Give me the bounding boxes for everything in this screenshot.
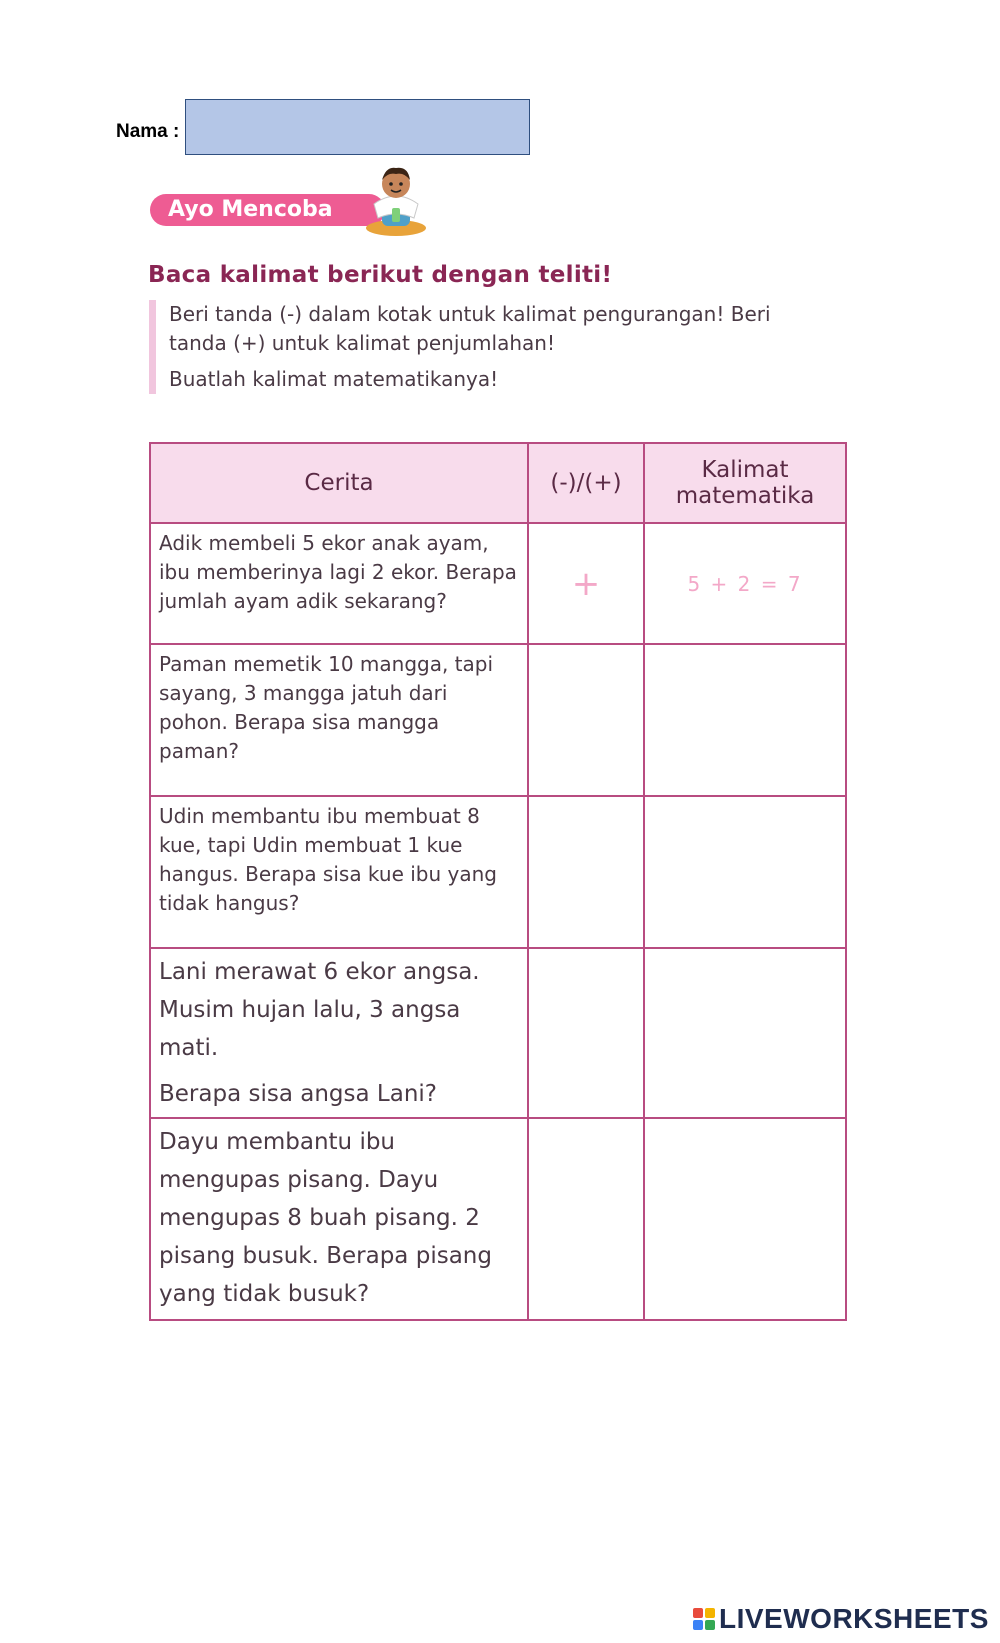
story-text: Udin membantu ibu membuat 8 kue, tapi Udin membuat 1 kue hangus. Berapa sisa kue ibu yang tidak hangus? (150, 796, 528, 948)
logo-square (705, 1620, 715, 1630)
logo-mark-icon (693, 1608, 715, 1630)
worksheet-heading: Baca kalimat berikut dengan teliti! (148, 262, 613, 288)
sentence-answer-input[interactable] (654, 1012, 836, 1054)
sentence-answer-input[interactable] (654, 699, 836, 741)
table-row (150, 948, 846, 1118)
instruction-line: Beri tanda (-) dalam kotak untuk kalimat pengurangan! Beri tanda (+) untuk kalimat penjumlahan! (169, 302, 771, 355)
story-text: Paman memetik 10 mangga, tapi sayang, 3 mangga jatuh dari pohon. Berapa sisa mangga paman? (150, 644, 528, 796)
table-row (150, 1118, 846, 1320)
sign-answer-input[interactable] (534, 699, 639, 741)
name-input[interactable] (185, 99, 530, 155)
table-header-row (150, 443, 846, 523)
header-sentence: Kalimat matematika (644, 443, 846, 523)
logo-text: LIVEWORKSHEETS (719, 1603, 989, 1634)
sign-answer-input[interactable] (534, 851, 639, 893)
sentence-answer-input[interactable] (654, 851, 836, 893)
boy-illustration (356, 158, 436, 240)
header-sign: (-)/(+) (528, 443, 644, 523)
instruction-line: Buatlah kalimat matematikanya! (169, 367, 499, 391)
ayo-mencoba-badge: Ayo Mencoba (150, 194, 385, 226)
sign-answer-input[interactable] (534, 1198, 639, 1240)
story-text: Lani merawat 6 ekor angsa. Musim hujan lalu, 3 angsa mati. (159, 959, 480, 1061)
liveworksheets-logo (693, 1603, 989, 1635)
story-text: Adik membeli 5 ekor anak ayam, ibu memberinya lagi 2 ekor. Berapa jumlah ayam adik sekarang? (150, 523, 528, 644)
table-row (150, 796, 846, 948)
sentence-answer-input[interactable] (654, 1198, 836, 1240)
worksheet-table (149, 442, 847, 1321)
story-text: Dayu membantu ibu mengupas pisang. Dayu mengupas 8 buah pisang. 2 pisang busuk. Berapa pisang yang tidak busuk? (159, 1129, 492, 1307)
instructions-box (149, 300, 779, 394)
logo-square (693, 1608, 703, 1618)
logo-square (693, 1620, 703, 1630)
logo-square (705, 1608, 715, 1618)
table-row-example (150, 523, 846, 644)
sign-answer-input[interactable] (534, 1012, 639, 1054)
example-sentence: 5 + 2 = 7 (687, 571, 803, 596)
header-cerita: Cerita (150, 443, 528, 523)
name-label: Nama : (116, 121, 180, 142)
table-row (150, 644, 846, 796)
example-sign: + (571, 563, 601, 604)
story-text: Berapa sisa angsa Lani? (159, 1081, 437, 1107)
